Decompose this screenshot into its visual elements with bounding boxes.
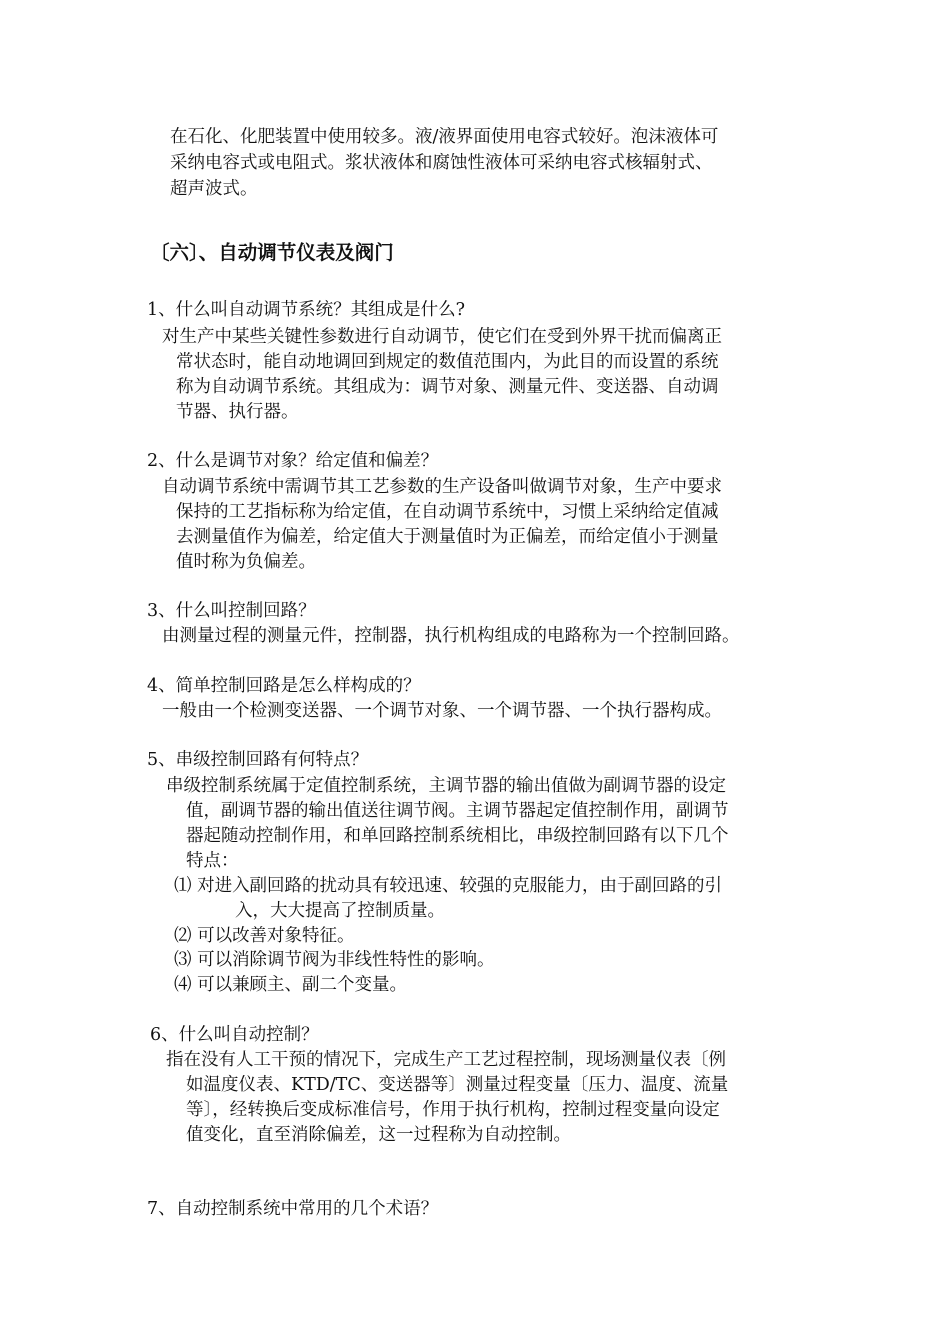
- answer-5-line: 值，副调节器的输出值送往调节阀。主调节器起定值控制作用，副调节: [186, 801, 729, 821]
- answer-5-line: 串级控制系统属于定值控制系统，主调节器的输出值做为副调节器的设定: [166, 776, 726, 796]
- answer-2-line: 自动调节系统中需调节其工艺参数的生产设备叫做调节对象，生产中要求: [162, 477, 722, 497]
- question-5: 5、串级控制回路有何特点？: [147, 750, 369, 770]
- answer-5-point: ⑵ 可以改善对象特征。: [174, 926, 355, 946]
- answer-1-line: 常状态时，能自动地调回到规定的数值范围内，为此目的而设置的系统: [176, 352, 719, 372]
- answer-1-line: 节器、执行器。: [176, 402, 299, 422]
- answer-5-line: 器起随动控制作用，和单回路控制系统相比，串级控制回路有以下几个: [186, 826, 729, 846]
- question-7: 7、自动控制系统中常用的几个术语？: [147, 1199, 439, 1219]
- question-3: 3、什么叫控制回路？: [147, 601, 316, 621]
- answer-1-line: 称为自动调节系统。其组成为：调节对象、测量元件、变送器、自动调: [176, 377, 719, 397]
- intro-line: 超声波式。: [170, 179, 258, 199]
- intro-line: 在石化、化肥装置中使用较多。液/液界面使用电容式较好。泡沫液体可: [170, 127, 719, 147]
- answer-3-line: 由测量过程的测量元件，控制器，执行机构组成的电路称为一个控制回路。: [162, 626, 740, 646]
- question-6: 6、什么叫自动控制？: [150, 1025, 319, 1045]
- intro-line: 采纳电容式或电阻式。浆状液体和腐蚀性液体可采纳电容式核辐射式、: [170, 153, 713, 173]
- answer-5-point: ⑴ 对进入副回路的扰动具有较迅速、较强的克服能力，由于副回路的引: [174, 876, 723, 896]
- question-2: 2、什么是调节对象？给定值和偏差？: [147, 451, 439, 471]
- section-heading: 〔六〕、自动调节仪表及阀门: [150, 241, 394, 264]
- question-1: 1、什么叫自动调节系统？其组成是什么?: [147, 300, 466, 320]
- answer-2-line: 去测量值作为偏差，给定值大于测量值时为正偏差，而给定值小于测量: [176, 527, 719, 547]
- answer-6-line: 值变化，直至消除偏差，这一过程称为自动控制。: [186, 1125, 571, 1145]
- answer-1-line: 对生产中某些关键性参数进行自动调节，使它们在受到外界干扰而偏离正: [162, 327, 722, 347]
- answer-5-point: 入，大大提高了控制质量。: [235, 901, 445, 921]
- question-4: 4、简单控制回路是怎么样构成的？: [147, 676, 421, 696]
- answer-2-line: 值时称为负偏差。: [176, 552, 316, 572]
- answer-5-line: 特点：: [186, 851, 239, 871]
- answer-2-line: 保持的工艺指标称为给定值，在自动调节系统中，习惯上采纳给定值减: [176, 502, 719, 522]
- answer-5-point: ⑷ 可以兼顾主、副二个变量。: [174, 975, 408, 995]
- answer-5-point: ⑶ 可以消除调节阀为非线性特性的影响。: [174, 950, 495, 970]
- answer-4-line: 一般由一个检测变送器、一个调节对象、一个调节器、一个执行器构成。: [162, 701, 722, 721]
- answer-6-line: 等〕，经转换后变成标准信号，作用于执行机构，控制过程变量向设定: [186, 1100, 720, 1120]
- answer-6-line: 指在没有人工干预的情况下，完成生产工艺过程控制，现场测量仪表〔例: [166, 1050, 726, 1070]
- answer-6-line: 如温度仪表、KTD/TC、变送器等〕测量过程变量〔压力、温度、流量: [186, 1075, 729, 1095]
